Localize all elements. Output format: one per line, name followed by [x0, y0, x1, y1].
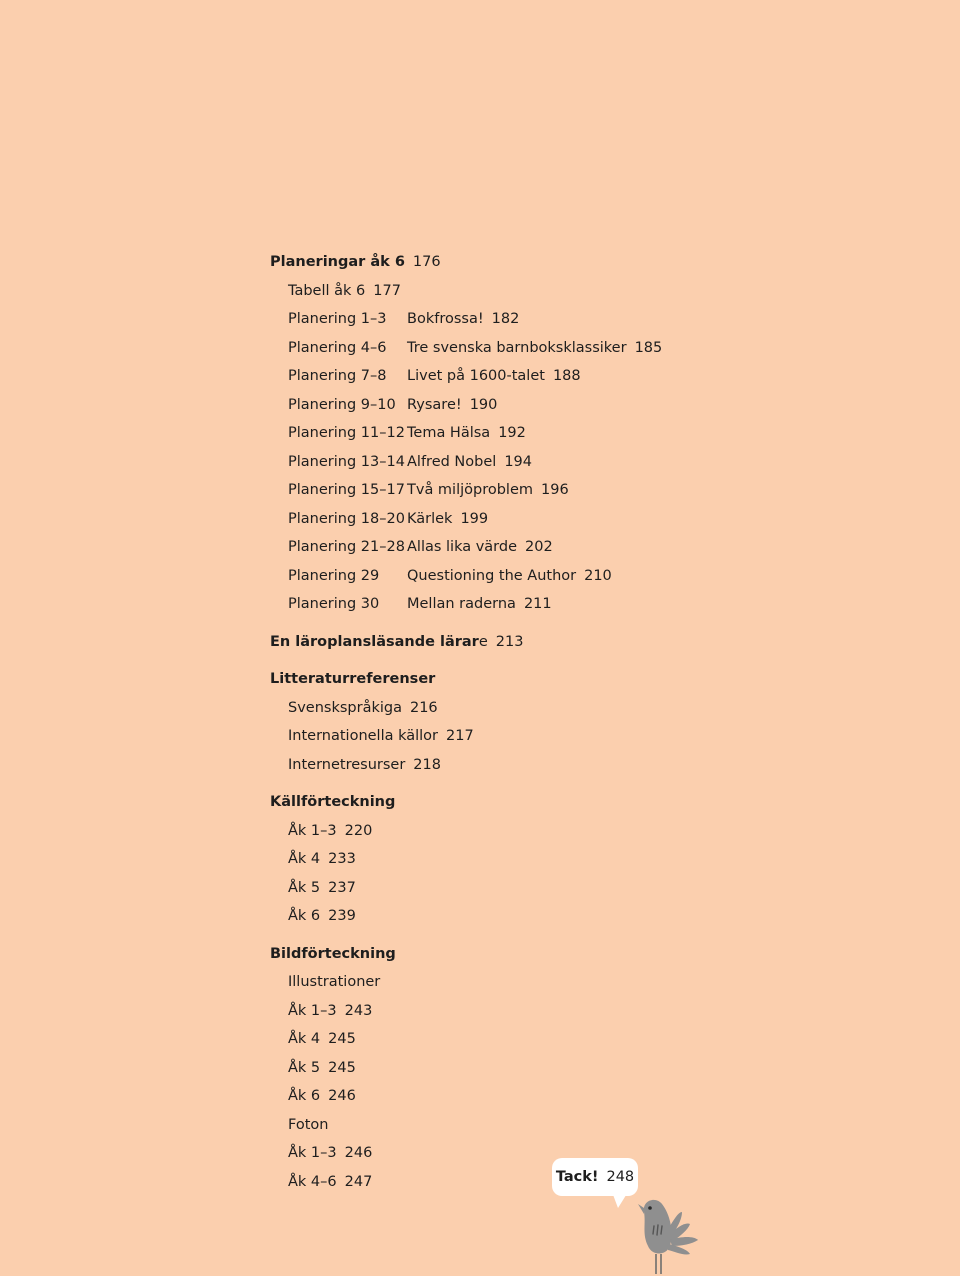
toc-entry [270, 817, 730, 846]
plan-label: Planering 1–3 [288, 311, 387, 327]
plan-label: Planering 13–14 [288, 453, 405, 470]
toc-entry [270, 1025, 730, 1054]
plan-label: Planering 9–10 [288, 396, 396, 413]
plan-topic [407, 562, 612, 591]
section-bildforteckning [270, 940, 730, 969]
plan-row [270, 305, 730, 334]
plan-label: Planering 30 [288, 596, 380, 612]
subsection-label: Illustrationer [288, 974, 381, 990]
section-title-end: e [478, 633, 488, 650]
plan-topic [407, 334, 662, 363]
topic-label: Mellan raderna [407, 596, 516, 612]
page-number: 188 [552, 368, 581, 384]
bird-icon [630, 1192, 710, 1276]
plan-label: Planering 7–8 [288, 368, 387, 384]
page-number: 196 [541, 482, 569, 498]
plan-topic [407, 305, 519, 334]
plan-label: Planering 4–6 [288, 339, 387, 356]
plan-row [270, 476, 730, 505]
page-number: 237 [328, 879, 356, 896]
page-number: 176 [412, 254, 441, 270]
entry-label: Åk 4 [288, 851, 321, 867]
page-number: 177 [373, 282, 401, 299]
section-planeringar [270, 248, 730, 277]
topic-label: Rysare! [407, 396, 462, 413]
tack-label: Tack! [555, 1169, 599, 1185]
section-kallforteckning [270, 788, 730, 817]
page-number: 245 [328, 1031, 356, 1047]
subsection-foton [270, 1111, 730, 1140]
plan-row [270, 362, 730, 391]
topic-label: Tre svenska barnboksklassiker [407, 339, 627, 356]
subsection-illustrationer [270, 968, 730, 997]
page-number: 182 [491, 311, 520, 327]
entry-label: Åk 6 [288, 1088, 321, 1104]
plan-topic [407, 448, 532, 477]
toc-entry [270, 722, 730, 751]
page-number: 185 [634, 339, 663, 356]
topic-label: Alfred Nobel [407, 453, 497, 470]
page-number: 190 [469, 396, 498, 413]
entry-label: Åk 5 [288, 879, 321, 896]
page-number: 246 [344, 1145, 373, 1161]
page-number: 246 [328, 1088, 356, 1104]
plan-topic [407, 476, 569, 505]
toc-entry [270, 1082, 730, 1111]
section-title: En läroplansläsande lärar [270, 633, 479, 650]
section-larare [270, 628, 730, 657]
plan-topic [407, 391, 497, 420]
page-number: 211 [523, 596, 552, 612]
topic-label: Bokfrossa! [407, 311, 484, 327]
toc-entry [270, 902, 730, 931]
page-number: 245 [328, 1059, 356, 1076]
toc-entry [270, 845, 730, 874]
plan-row [270, 448, 730, 477]
plan-row [270, 590, 730, 619]
entry-label: Svenskspråkiga [288, 699, 402, 716]
entry-label: Åk 5 [288, 1059, 321, 1076]
topic-label: Livet på 1600-talet [407, 368, 545, 384]
toc-entry [270, 874, 730, 903]
page-number: 218 [413, 756, 441, 773]
entry-label: Åk 1–3 [288, 1145, 337, 1161]
plan-label: Planering 18–20 [288, 510, 405, 527]
plan-topic [407, 533, 553, 562]
page-number: 213 [495, 633, 524, 650]
page-number: 216 [409, 699, 438, 716]
section-title: Planeringar åk 6 [270, 254, 405, 270]
entry-label: Internetresurser [288, 756, 406, 773]
plan-label: Planering 29 [288, 567, 380, 584]
page-number: 248 [606, 1169, 635, 1185]
page-number: 192 [498, 425, 526, 441]
plan-topic [407, 505, 488, 534]
plan-label: Planering 11–12 [288, 425, 405, 441]
page-number: 243 [344, 1002, 373, 1019]
section-litteratur [270, 665, 730, 694]
entry-label: Åk 6 [288, 908, 321, 924]
topic-label: Två miljöproblem [407, 482, 534, 498]
entry-label: Åk 4–6 [288, 1173, 337, 1190]
entry-label: Tabell åk 6 [288, 282, 366, 299]
plan-label: Planering 15–17 [288, 482, 405, 498]
plan-row [270, 391, 730, 420]
plan-topic [407, 362, 581, 391]
plan-row [270, 533, 730, 562]
plan-row [270, 334, 730, 363]
topic-label: Tema Hälsa [407, 425, 491, 441]
page-number: 194 [504, 453, 532, 470]
toc-entry [270, 694, 730, 723]
page-number: 239 [328, 908, 356, 924]
topic-label: Kärlek [407, 510, 453, 527]
toc-entry [270, 1054, 730, 1083]
bubble-tail-icon [610, 1192, 630, 1208]
entry-label: Åk 4 [288, 1031, 321, 1047]
page-number: 247 [344, 1173, 373, 1190]
toc-entry-tabell [270, 277, 730, 306]
page-number: 220 [344, 822, 373, 839]
table-of-contents [270, 248, 730, 1196]
plan-row [270, 562, 730, 591]
plan-topic [407, 590, 552, 619]
topic-label: Allas lika värde [407, 539, 518, 555]
toc-entry [270, 751, 730, 780]
section-title: Litteraturreferenser [270, 671, 436, 687]
tack-bubble [552, 1158, 638, 1196]
entry-label: Åk 1–3 [288, 1002, 337, 1019]
entry-label: Åk 1–3 [288, 822, 337, 839]
topic-label: Questioning the Author [407, 567, 577, 584]
plan-row [270, 505, 730, 534]
section-title: Bildförteckning [270, 945, 396, 962]
subsection-label: Foton [288, 1116, 329, 1133]
plan-topic [407, 419, 526, 448]
section-title: Källförteckning [270, 794, 396, 810]
page-number: 217 [446, 728, 474, 744]
page-number: 199 [460, 510, 489, 527]
plan-label: Planering 21–28 [288, 539, 405, 555]
toc-entry [270, 1139, 730, 1168]
page-number: 210 [584, 567, 612, 584]
page-number: 202 [525, 539, 553, 555]
entry-label: Internationella källor [288, 728, 439, 744]
page-number: 233 [328, 851, 356, 867]
toc-entry [270, 997, 730, 1026]
plan-row [270, 419, 730, 448]
